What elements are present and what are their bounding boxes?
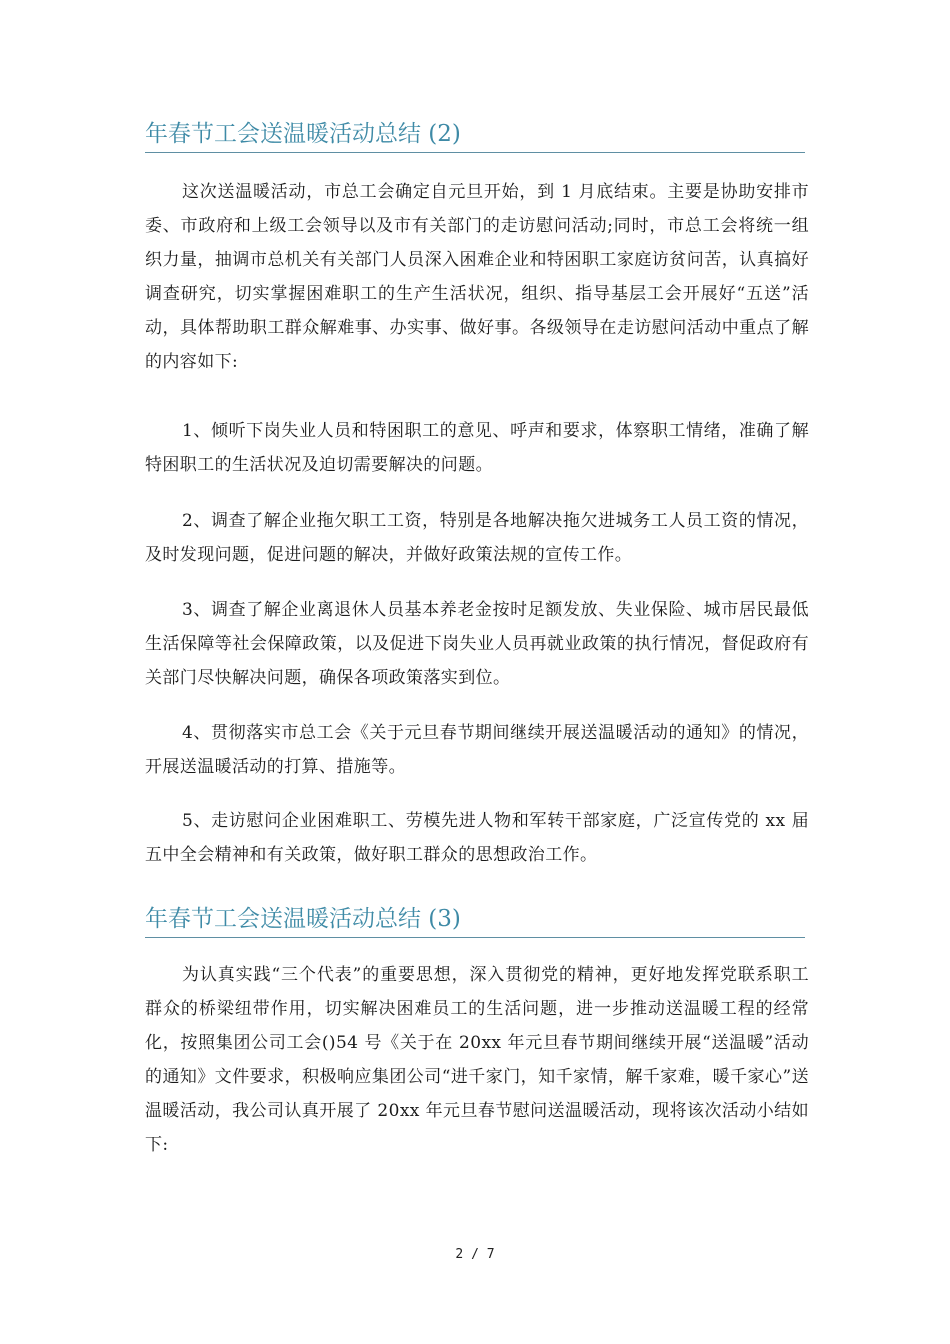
section-heading-2 [145, 116, 805, 153]
paragraph: 1、倾听下岗失业人员和特困职工的意见、呼声和要求，体察职工情绪，准确了解特困职工的生活状况及迫切需要解决的问题。 [145, 421, 809, 475]
section-heading-3 [145, 901, 805, 938]
paragraph: 为认真实践“三个代表”的重要思想，深入贯彻党的精神，更好地发挥党联系职工群众的桥梁纽带作用，切实解决困难员工的生活问题，进一步推动送温暖工程的经常化，按照集团公司工会()54 号《关于在 20xx 年元旦春节期间继续开展“送温暖”活动的通知》文件要求，积极响应集团公司“进千家门，知千家情，解千家难，暖千家心”送温暖活动，我公司认真开展了 20xx 年元旦春节慰问送温暖活动，现将该次活动小结如下: [145, 965, 809, 1155]
page-number: 2 / 7 [455, 1247, 495, 1262]
section-title: 年春节工会送温暖活动总结 (3) [145, 906, 461, 932]
section-title: 年春节工会送温暖活动总结 (2) [145, 121, 461, 147]
paragraph: 4、贯彻落实市总工会《关于元旦春节期间继续开展送温暖活动的通知》的情况，开展送温暖活动的打算、措施等。 [145, 723, 809, 777]
paragraph: 这次送温暖活动，市总工会确定自元旦开始，到 1 月底结束。主要是协助安排市委、市政府和上级工会领导以及市有关部门的走访慰问活动;同时，市总工会将统一组织力量，抽调市总机关有关部门人员深入困难企业和特困职工家庭访贫问苦，认真搞好调查研究，切实掌握困难职工的生产生活状况，组织、指导基层工会开展好“五送”活动，具体帮助职工群众解难事、办实事、做好事。各级领导在走访慰问活动中重点了解的内容如下: [145, 182, 809, 372]
paragraph: 5、走访慰问企业困难职工、劳模先进人物和军转干部家庭，广泛宣传党的 xx 届五中全会精神和有关政策，做好职工群众的思想政治工作。 [145, 811, 809, 865]
paragraph: 3、调查了解企业离退休人员基本养老金按时足额发放、失业保险、城市居民最低生活保障等社会保障政策，以及促进下岗失业人员再就业政策的执行情况，督促政府有关部门尽快解决问题，确保各项政策落实到位。 [145, 600, 809, 688]
paragraph: 2、调查了解企业拖欠职工工资，特别是各地解决拖欠进城务工人员工资的情况，及时发现问题，促进问题的解决，并做好政策法规的宣传工作。 [145, 511, 809, 565]
